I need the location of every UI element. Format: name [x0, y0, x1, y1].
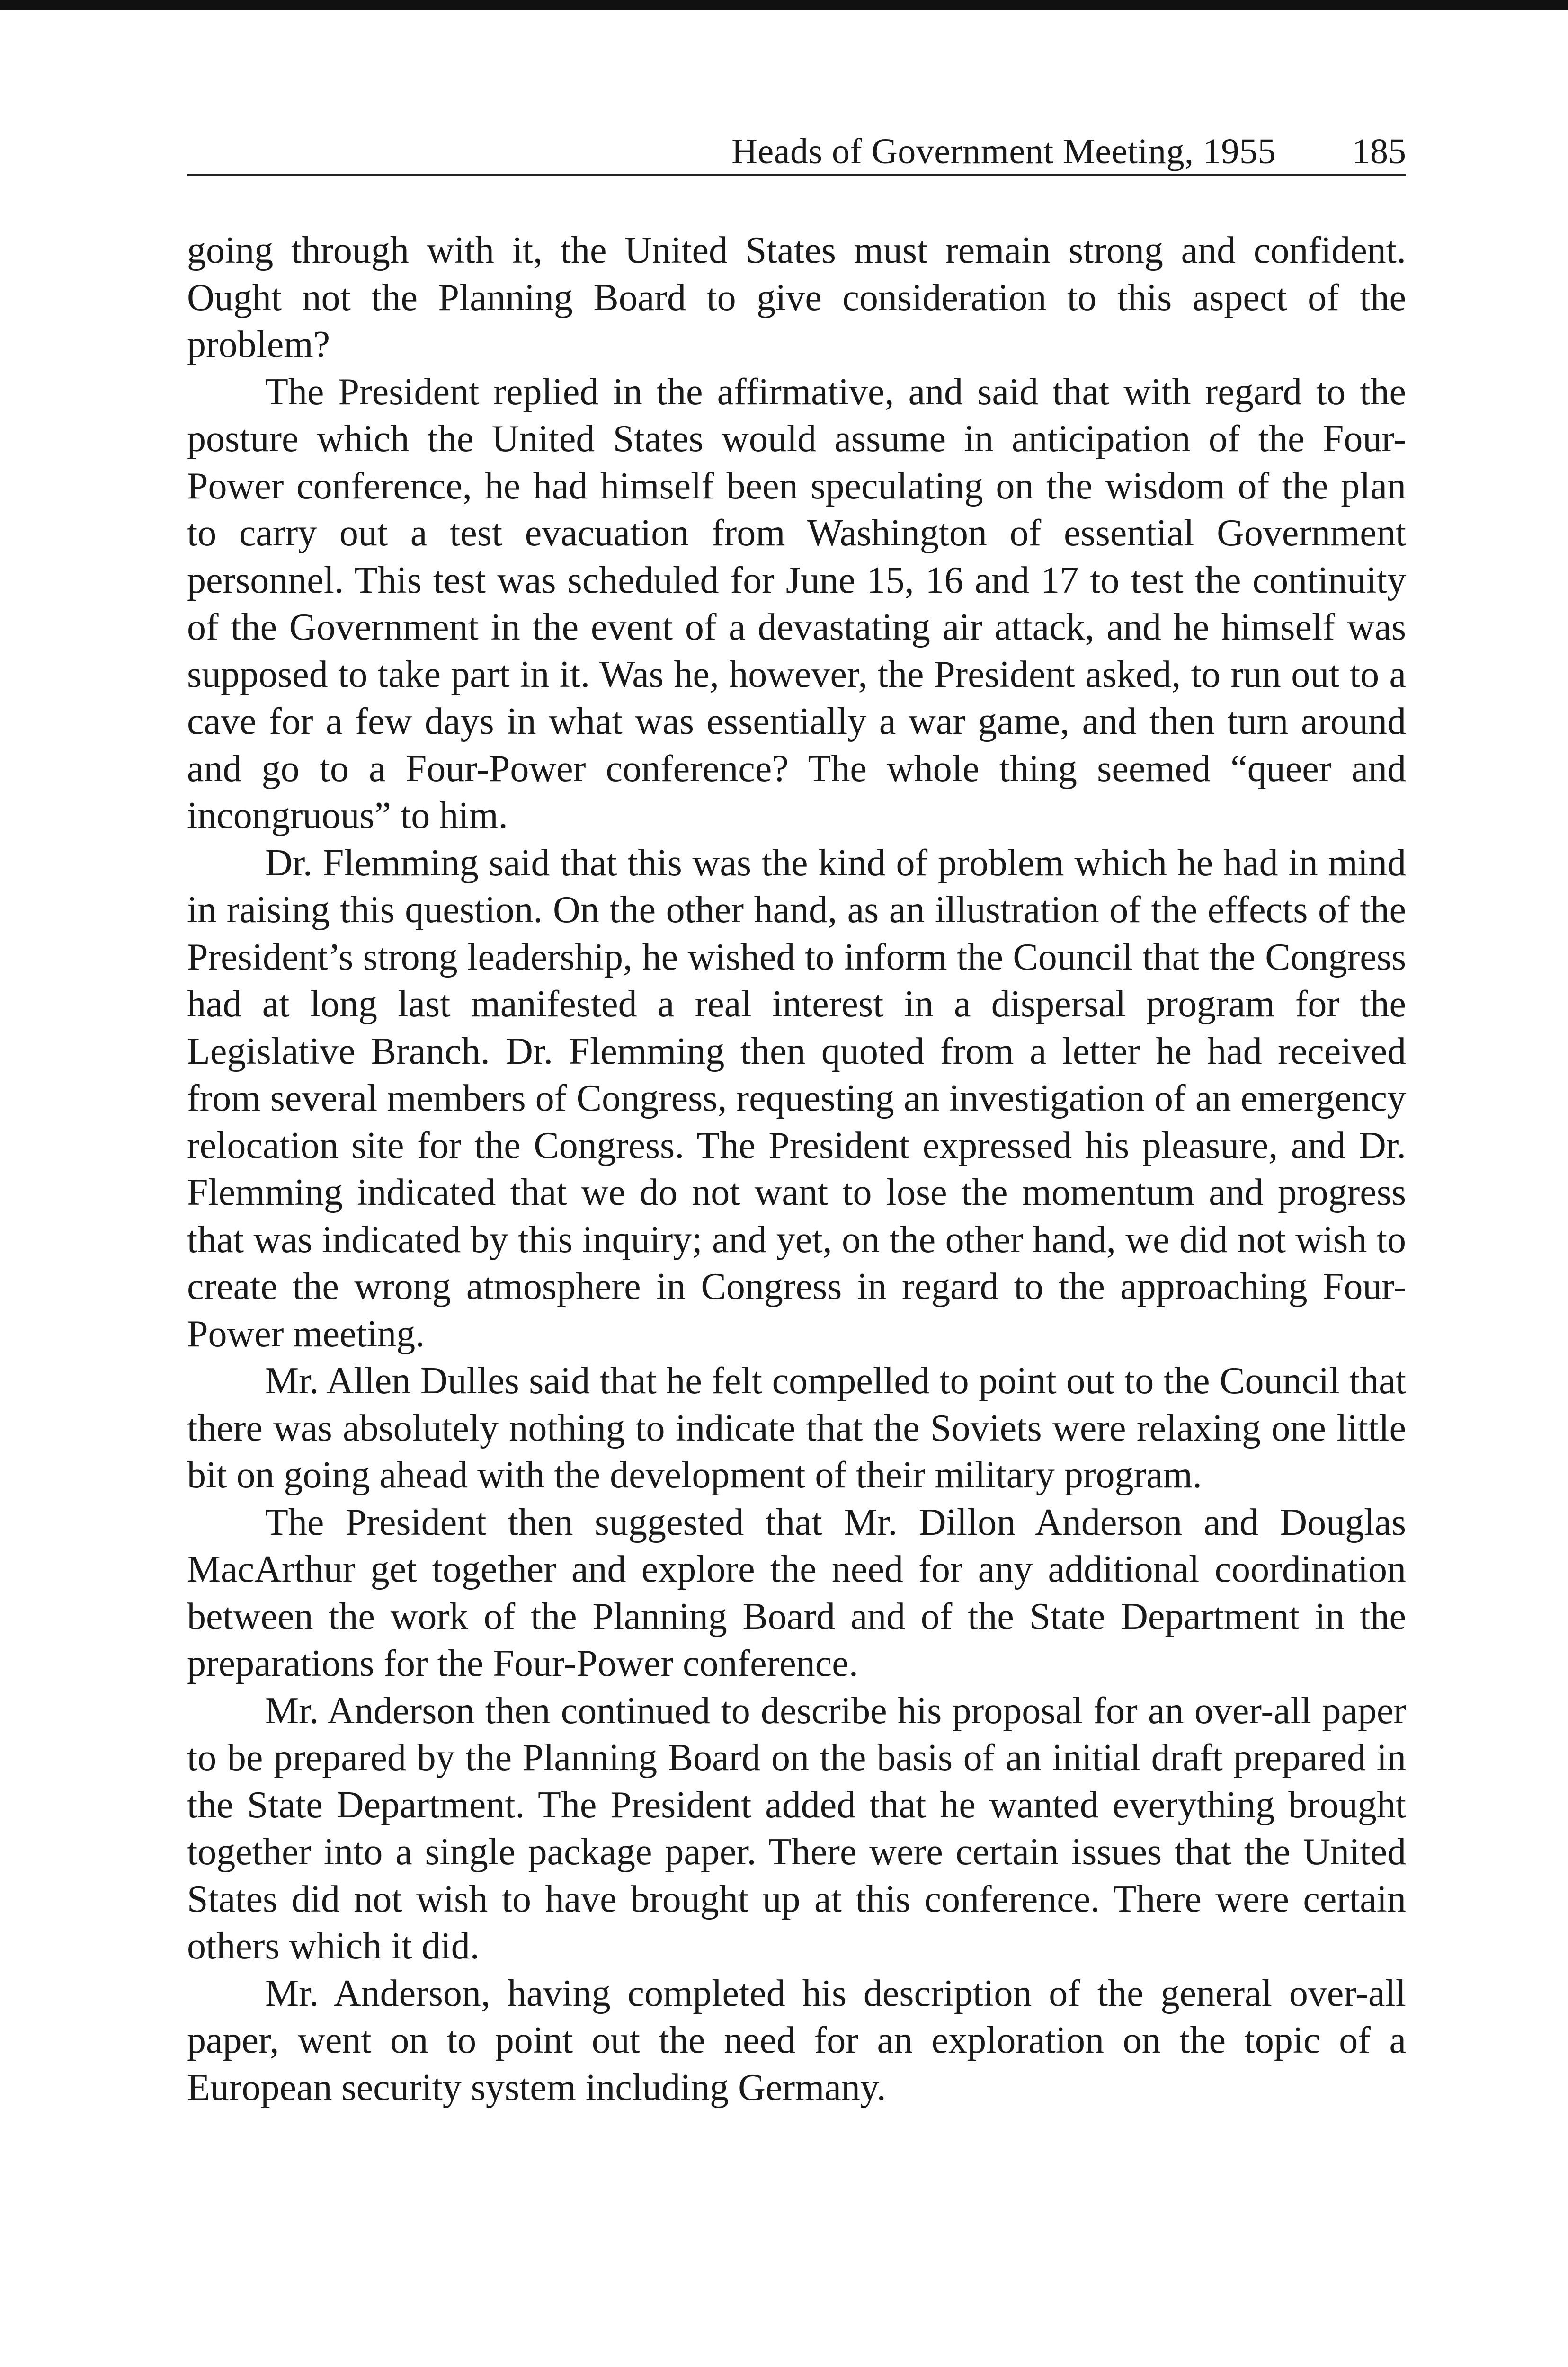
paragraph-6: Mr. Anderson then continued to describe his proposal for an over-all paper to be prepared by the Planning Board on the basis of an initial draft prepared in the State Department. The President added that he wanted everything brought together into a single package paper. There were certain issues that the United States did not wish to have brought up at this conference. There were certain others which it did. [187, 1690, 1406, 1967]
running-head-title: Heads of Government Meeting, 1955 [731, 132, 1276, 171]
paragraph-4: Mr. Allen Dulles said that he felt compelled to point out to the Council that there was absolutely nothing to indicate that the Soviets were relaxing one little bit on going ahead with the development of their military program. [187, 1360, 1406, 1496]
running-head [187, 124, 1406, 176]
paragraph-1: going through with it, the United States must remain strong and confident. Ought not the Planning Board to give consideration to this aspect of the problem? [187, 230, 1406, 365]
scan-top-edge [0, 0, 1568, 10]
paragraph-3: Dr. Flemming said that this was the kind of problem which he had in mind in raising this question. On the other hand, as an illustration of the effects of the President’s strong leadership, he wished to inform the Council that the Congress had at long last manifested a real interest in a dispersal program for the Legislative Branch. Dr. Flemming then quoted from a letter he had received from several members of Congress, requesting an investigation of an emergency relocation site for the Congress. The President expressed his pleasure, and Dr. Flemming indicated that we do not want to lose the momentum and progress that was indicated by this inquiry; and yet, on the other hand, we did not wish to create the wrong atmosphere in Congress in regard to the approaching Four-Power meeting. [187, 842, 1406, 1355]
paragraph-5: The President then suggested that Mr. Dillon Anderson and Douglas MacArthur get together and explore the need for any additional coordination between the work of the Planning Board and of the State Department in the preparations for the Four-Power conference. [187, 1501, 1406, 1684]
paragraph-7: Mr. Anderson, having completed his description of the general over-all paper, went on to point out the need for an exploration on the topic of a European security system including Germany. [187, 1972, 1406, 2109]
paragraph-2: The President replied in the affirmative, and said that with regard to the posture which the United States would assume in anticipation of the Four-Power conference, he had himself been speculating on the wisdom of the plan to carry out a test evacuation from Washington of essential Government personnel. This test was scheduled for June 15, 16 and 17 to test the continuity of the Government in the event of a devastating air attack, and he himself was supposed to take part in it. Was he, however, the President asked, to run out to a cave for a few days in what was essentially a war game, and then turn around and go to a Four-Power conference? The whole thing seemed “queer and incongruous” to him. [187, 371, 1406, 836]
page-number: 185 [1352, 132, 1406, 171]
body-text [187, 227, 1406, 2111]
